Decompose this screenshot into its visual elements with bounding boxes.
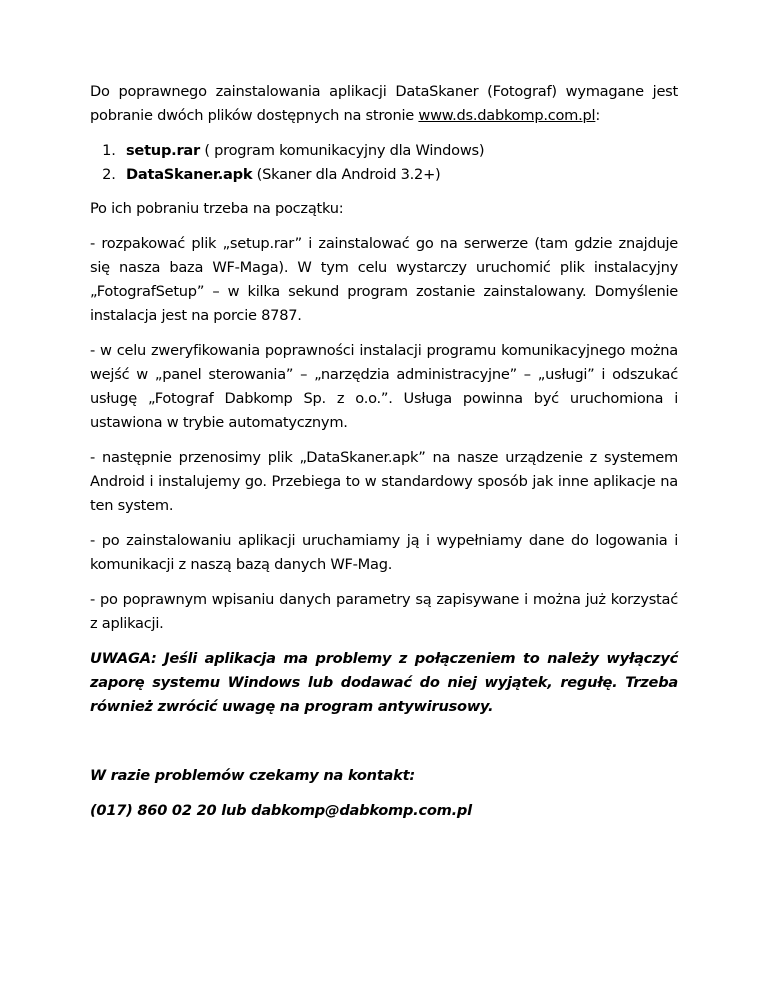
step-paragraph-finish: - po poprawnym wpisaniu danych parametry są zapisywane i można już korzystać z aplikacji. bbox=[90, 591, 678, 632]
file-description: (Skaner dla Android 3.2+) bbox=[252, 166, 441, 183]
website-link[interactable]: www.ds.dabkomp.com.pl bbox=[418, 107, 596, 124]
step-paragraph-verify: - w celu zweryfikowania poprawności instalacji programu komunikacyjnego można wejść w „panel sterowania” – „narzędzia administracyjne” – „usługi” i odszukać usługę „Fotograf Dabkomp Sp. z o.o.”. Usługa powinna być uruchomiona i ustawiona w trybie automatycznym. bbox=[90, 342, 678, 431]
warning-paragraph: UWAGA: Jeśli aplikacja ma problemy z połączeniem to należy wyłączyć zaporę systemu Windows lub dodawać do niej wyjątek, regułę. Trzeba również zwrócić uwagę na program antywirusowy. bbox=[90, 650, 678, 715]
file-description: ( program komunikacyjny dla Windows) bbox=[199, 142, 485, 159]
contact-details: (017) 860 02 20 lub dabkomp@dabkomp.com.pl bbox=[90, 802, 472, 819]
intro-paragraph bbox=[90, 80, 678, 128]
step-paragraph-android: - następnie przenosimy plik „DataSkaner.apk” na nasze urządzenie z systemem Android i instalujemy go. Przebiega to w standardowy sposób jak inne aplikacje na ten system. bbox=[90, 449, 678, 514]
file-name: setup.rar bbox=[126, 142, 200, 159]
file-name: DataSkaner.apk bbox=[126, 166, 253, 183]
spacer bbox=[90, 730, 678, 764]
step-paragraph-unpack: - rozpakować plik „setup.rar” i zainstalować go na serwerze (tam gdzie znajduje się nasza baza WF-Maga). W tym celu wystarczy uruchomić plik instalacyjny „FotografSetup” – w kilka sekund program zostanie zainstalowany. Domyślenie instalacja jest na porcie 8787. bbox=[90, 235, 678, 324]
document-page bbox=[90, 80, 678, 834]
step-paragraph-login: - po zainstalowaniu aplikacji uruchamiamy ją i wypełniamy dane do logowania i komunikacji z naszą bazą danych WF-Mag. bbox=[90, 532, 678, 573]
file-list bbox=[90, 139, 678, 187]
after-download-paragraph: Po ich pobraniu trzeba na początku: bbox=[90, 200, 344, 217]
contact-heading: W razie problemów czekamy na kontakt: bbox=[90, 767, 415, 784]
intro-text-end: : bbox=[595, 107, 601, 124]
intro-text: Do poprawnego zainstalowania aplikacji DataSkaner (Fotograf) wymagane jest pobranie dwóch plików dostępnych na stronie bbox=[90, 83, 678, 124]
list-item bbox=[120, 139, 678, 163]
list-item bbox=[120, 163, 678, 187]
